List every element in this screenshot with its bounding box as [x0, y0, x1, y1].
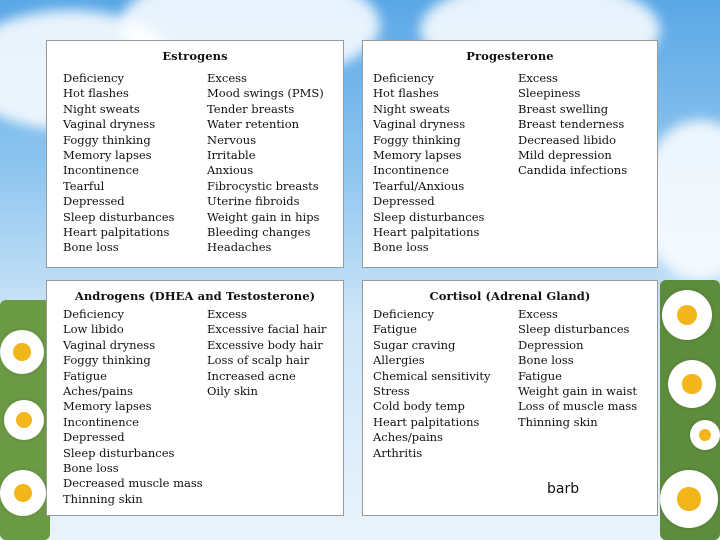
symptom-item: Loss of muscle mass — [518, 399, 638, 414]
symptom-item: Fatigue — [63, 368, 107, 383]
panel-title: Cortisol (Adrenal Gland) — [429, 289, 591, 303]
symptom-item: Sleep disturbances — [63, 209, 175, 224]
symptom-item: Hot flashes — [63, 86, 129, 101]
symptom-item: Sugar craving — [373, 337, 456, 352]
symptom-item: Depression — [518, 337, 584, 352]
panel-cortisol — [362, 280, 658, 516]
symptom-item: Depressed — [63, 430, 125, 445]
symptom-item: Thinning skin — [518, 414, 598, 429]
symptom-item: Tearful/Anxious — [373, 178, 465, 193]
symptom-item: Breast swelling — [518, 101, 609, 116]
symptom-item: Fatigue — [518, 368, 562, 383]
symptom-item: Water retention — [207, 117, 300, 132]
symptom-item: Night sweats — [373, 101, 450, 116]
symptom-item: Nervous — [207, 132, 257, 147]
column-header: Deficiency — [63, 71, 124, 85]
symptom-item: Fibrocystic breasts — [207, 178, 319, 193]
symptom-item: Aches/pains — [63, 384, 133, 399]
column-header: Deficiency — [373, 307, 434, 321]
symptom-item: Vaginal dryness — [63, 337, 156, 352]
symptom-item: Arthritis — [373, 445, 423, 460]
symptom-item: Oily skin — [207, 384, 258, 399]
excess-column — [518, 71, 627, 179]
column-header: Excess — [518, 71, 558, 85]
symptom-item: Foggy thinking — [63, 132, 151, 147]
symptom-item: Weight gain in hips — [207, 209, 320, 224]
symptom-item: Memory lapses — [63, 148, 152, 163]
symptom-item: Bone loss — [518, 353, 574, 368]
symptom-item: Increased acne — [207, 368, 296, 383]
hormone-symptom-chart — [46, 40, 658, 516]
panel-androgens — [46, 280, 344, 516]
symptom-item: Chemical sensitivity — [373, 368, 491, 383]
deficiency-column — [373, 71, 484, 256]
panel-title: Estrogens — [162, 49, 228, 63]
symptom-item: Night sweats — [63, 101, 140, 116]
deficiency-column — [63, 307, 203, 507]
symptom-item: Irritable — [207, 148, 256, 163]
symptom-item: Weight gain in waist — [518, 384, 638, 399]
symptom-item: Foggy thinking — [63, 353, 151, 368]
symptom-item: Depressed — [373, 194, 435, 209]
symptom-item: Tearful — [63, 178, 105, 193]
symptom-item: Vaginal dryness — [373, 117, 466, 132]
excess-column — [518, 307, 637, 430]
symptom-item: Bone loss — [373, 240, 429, 255]
deficiency-column — [63, 71, 174, 256]
column-header: Excess — [207, 307, 247, 321]
symptom-item: Hot flashes — [373, 86, 439, 101]
symptom-item: Low libido — [63, 322, 124, 337]
symptom-item: Decreased libido — [518, 132, 617, 147]
symptom-item: Bleeding changes — [207, 225, 311, 240]
symptom-item: Incontinence — [373, 163, 449, 178]
symptom-item: Tender breasts — [207, 101, 295, 116]
symptom-item: Heart palpitations — [373, 225, 480, 240]
symptom-item: Foggy thinking — [373, 132, 461, 147]
symptom-item: Heart palpitations — [373, 414, 480, 429]
symptom-item: Bone loss — [63, 240, 119, 255]
symptom-item: Sleep disturbances — [63, 445, 175, 460]
symptom-item: Stress — [373, 384, 410, 399]
panel-title: Progesterone — [466, 49, 554, 63]
symptom-item: Fatigue — [373, 322, 417, 337]
symptom-item: Candida infections — [518, 163, 628, 178]
symptom-item: Aches/pains — [373, 430, 443, 445]
excess-column — [207, 307, 326, 399]
symptom-item: Anxious — [207, 163, 254, 178]
panel-title: Androgens (DHEA and Testosterone) — [74, 289, 316, 303]
symptom-item: Decreased muscle mass — [63, 476, 203, 491]
symptom-item: Breast tenderness — [518, 117, 625, 132]
excess-column — [207, 71, 324, 256]
symptom-item: Cold body temp — [373, 399, 465, 414]
symptom-item: Mood swings (PMS) — [207, 86, 324, 101]
column-header: Excess — [518, 307, 558, 321]
caption-text: barb — [547, 481, 580, 497]
symptom-item: Thinning skin — [63, 491, 143, 506]
symptom-item: Vaginal dryness — [63, 117, 156, 132]
symptom-item: Excessive facial hair — [207, 322, 327, 337]
symptom-item: Allergies — [373, 353, 425, 368]
panel-estrogens — [46, 40, 344, 268]
symptom-item: Headaches — [207, 240, 272, 255]
symptom-item: Excessive body hair — [207, 337, 323, 352]
column-header: Excess — [207, 71, 247, 85]
symptom-item: Sleep disturbances — [518, 322, 630, 337]
symptom-item: Sleep disturbances — [373, 209, 485, 224]
symptom-item: Heart palpitations — [63, 225, 170, 240]
symptom-item: Mild depression — [518, 148, 612, 163]
symptom-item: Incontinence — [63, 414, 139, 429]
symptom-item: Depressed — [63, 194, 125, 209]
symptom-item: Loss of scalp hair — [207, 353, 310, 368]
symptom-item: Bone loss — [63, 461, 119, 476]
symptom-item: Incontinence — [63, 163, 139, 178]
deficiency-column — [373, 307, 491, 461]
panel-progesterone — [362, 40, 658, 268]
column-header: Deficiency — [373, 71, 434, 85]
symptom-item: Memory lapses — [63, 399, 152, 414]
column-header: Deficiency — [63, 307, 124, 321]
symptom-item: Memory lapses — [373, 148, 462, 163]
symptom-item: Sleepiness — [518, 86, 581, 101]
symptom-item: Uterine fibroids — [207, 194, 300, 209]
